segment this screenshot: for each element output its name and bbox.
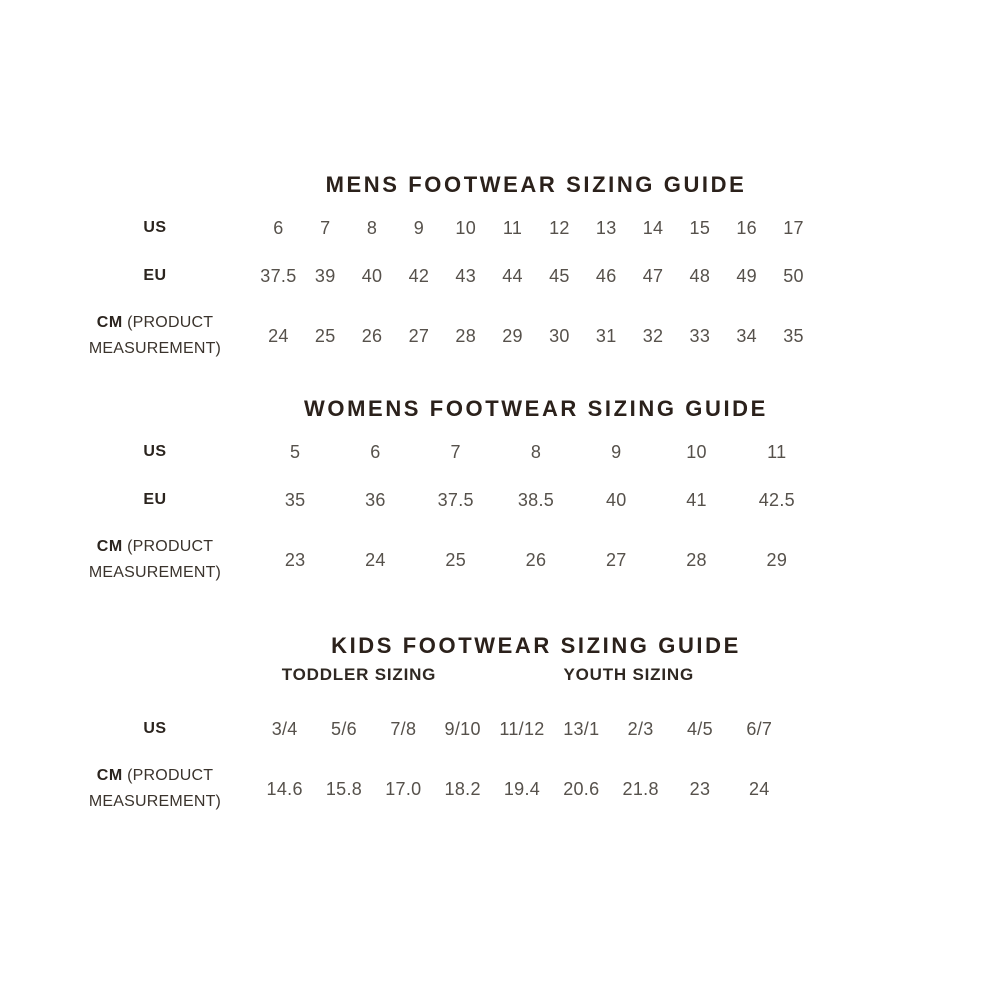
size-value: 37.5 — [437, 489, 474, 510]
size-value: 24 — [365, 549, 386, 570]
size-value: 38.5 — [517, 489, 555, 510]
size-value: 6/7 — [746, 718, 773, 739]
size-value: 45 — [549, 265, 570, 286]
size-value: 39 — [314, 265, 336, 286]
size-value: 47 — [642, 265, 664, 286]
size-value: 14.6 — [266, 778, 303, 799]
row-label-eu — [55, 263, 255, 289]
mens-us-values — [255, 218, 817, 239]
size-value: 33 — [689, 325, 711, 346]
womens-us-values — [255, 442, 817, 463]
size-value: 46 — [595, 265, 617, 286]
womens-section-title: WOMENS FOOTWEAR SIZING GUIDE — [304, 396, 768, 421]
size-value: 44 — [502, 265, 523, 286]
size-value: 17.0 — [385, 778, 422, 799]
size-value: 5/6 — [331, 718, 357, 739]
womens-cm-values — [255, 550, 817, 571]
kids-sizing-section — [55, 633, 817, 825]
size-value: 17 — [783, 217, 804, 238]
size-value: 30 — [549, 325, 570, 346]
size-value: 40 — [605, 489, 627, 510]
size-value: 26 — [361, 325, 383, 346]
row-label-text: US — [143, 443, 167, 460]
size-value: 15.8 — [325, 778, 363, 799]
row-label-note: (PRODUCT MEASUREMENT) — [88, 538, 222, 581]
youth-sizing-label: YOUTH SIZING — [563, 665, 694, 684]
size-value: 11 — [767, 441, 787, 462]
size-value: 49 — [736, 265, 757, 286]
mens-cm-values — [255, 326, 817, 347]
size-value: 4/5 — [686, 718, 713, 739]
size-value: 10 — [455, 217, 477, 238]
womens-us-row — [55, 428, 817, 476]
row-label-text: CM — [96, 314, 123, 331]
size-value: 29 — [766, 549, 788, 570]
size-value: 12 — [549, 217, 570, 238]
size-value: 26 — [525, 549, 547, 570]
womens-cm-row — [55, 524, 817, 596]
row-label-text: CM — [96, 538, 123, 555]
size-value: 48 — [689, 265, 711, 286]
womens-eu-row — [55, 476, 817, 524]
mens-section-title: MENS FOOTWEAR SIZING GUIDE — [325, 172, 747, 197]
size-value: 7 — [450, 441, 461, 462]
size-value: 27 — [605, 549, 627, 570]
size-value: 32 — [642, 325, 664, 346]
kids-us-values — [255, 719, 789, 740]
size-value: 50 — [783, 265, 804, 286]
size-value: 6 — [370, 441, 381, 462]
size-value: 13 — [595, 217, 617, 238]
size-value: 9 — [413, 217, 425, 238]
size-value: 6 — [273, 217, 284, 238]
womens-sizing-section — [55, 396, 817, 596]
row-label-text: EU — [143, 267, 167, 284]
row-label-text: US — [143, 219, 167, 236]
size-value: 23 — [284, 549, 306, 570]
size-value: 23 — [689, 778, 711, 799]
size-value: 27 — [408, 325, 430, 346]
row-label-note: (PRODUCT MEASUREMENT) — [88, 314, 222, 357]
size-value: 35 — [783, 325, 804, 346]
size-value: 34 — [736, 325, 757, 346]
size-value: 36 — [365, 489, 386, 510]
size-value: 15 — [689, 217, 711, 238]
toddler-sizing-label: TODDLER SIZING — [281, 665, 437, 684]
size-value: 20.6 — [563, 778, 600, 799]
size-value: 5 — [289, 441, 301, 462]
kids-us-row — [55, 705, 817, 753]
size-value: 24 — [268, 325, 289, 346]
size-value: 13/1 — [563, 718, 600, 739]
size-value: 42.5 — [758, 489, 795, 510]
size-value: 9/10 — [444, 718, 481, 739]
size-value: 9 — [611, 441, 622, 462]
size-value: 25 — [314, 325, 336, 346]
size-value: 41 — [686, 489, 707, 510]
size-value: 24 — [748, 778, 770, 799]
mens-sizing-section — [55, 172, 817, 372]
size-value: 11/12 — [499, 718, 545, 739]
size-value: 25 — [445, 549, 467, 570]
size-value: 16 — [736, 217, 757, 238]
size-value: 7/8 — [390, 718, 417, 739]
size-value: 2/3 — [627, 718, 654, 739]
row-label-us — [55, 439, 255, 465]
size-value: 14 — [642, 217, 664, 238]
size-value: 42 — [408, 265, 430, 286]
size-value: 43 — [455, 265, 477, 286]
size-value: 28 — [686, 549, 707, 570]
womens-eu-values — [255, 490, 817, 511]
kids-section-title: KIDS FOOTWEAR SIZING GUIDE — [331, 633, 741, 658]
size-value: 8 — [530, 441, 542, 462]
row-label-cm — [55, 763, 255, 815]
mens-us-row — [55, 204, 817, 252]
size-value: 40 — [361, 265, 383, 286]
mens-cm-row — [55, 300, 817, 372]
mens-eu-values — [255, 266, 817, 287]
size-value: 28 — [455, 325, 477, 346]
size-value: 35 — [284, 489, 306, 510]
row-label-cm — [55, 534, 255, 586]
size-value: 3/4 — [271, 718, 298, 739]
row-label-eu — [55, 487, 255, 513]
size-value: 10 — [686, 441, 707, 462]
size-value: 31 — [595, 325, 617, 346]
size-value: 8 — [366, 217, 378, 238]
size-value: 18.2 — [444, 778, 481, 799]
size-value: 21.8 — [622, 778, 659, 799]
row-label-us — [55, 215, 255, 241]
size-value: 19.4 — [503, 778, 541, 799]
mens-eu-row — [55, 252, 817, 300]
kids-cm-values — [255, 779, 789, 800]
size-value: 29 — [502, 325, 523, 346]
row-label-text: CM — [96, 767, 123, 784]
size-value: 11 — [502, 217, 523, 238]
kids-subheaders — [255, 665, 817, 691]
size-value: 37.5 — [260, 265, 297, 286]
kids-cm-row — [55, 753, 817, 825]
row-label-text: US — [143, 720, 167, 737]
row-label-text: EU — [143, 491, 167, 508]
size-value: 7 — [320, 217, 331, 238]
row-label-cm — [55, 310, 255, 362]
row-label-us — [55, 716, 255, 742]
row-label-note: (PRODUCT MEASUREMENT) — [88, 767, 222, 810]
sizing-guide-content — [55, 172, 817, 825]
